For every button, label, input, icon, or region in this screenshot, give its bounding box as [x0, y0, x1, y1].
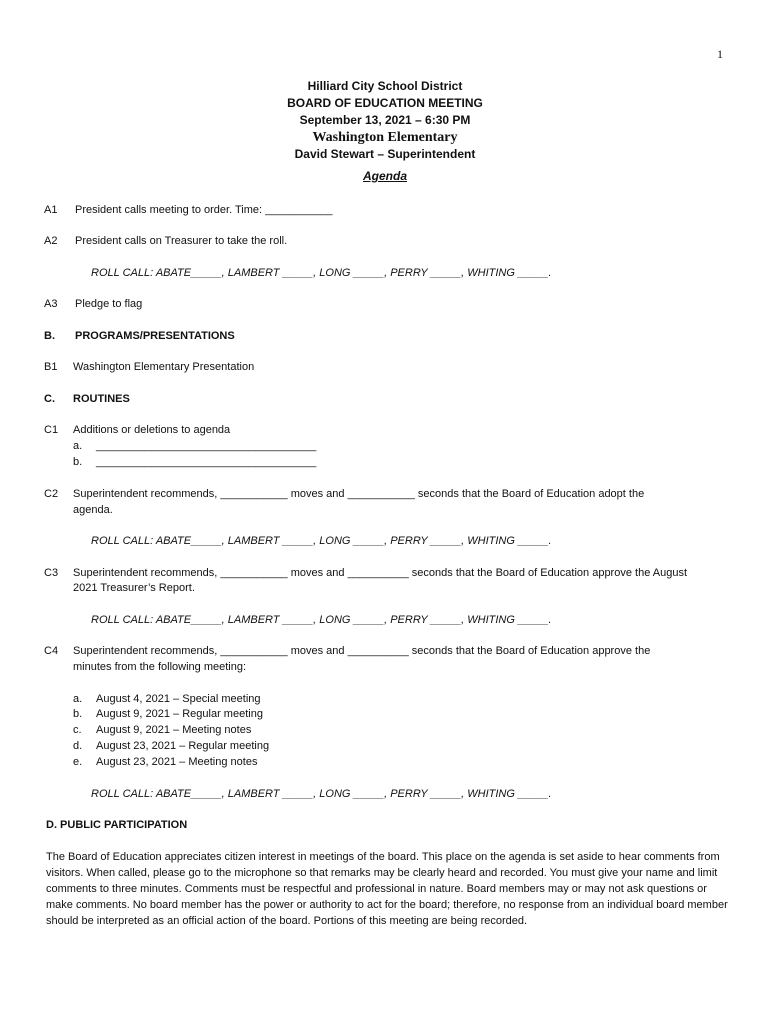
list-letter: d. [73, 740, 83, 752]
roll-call-c3: ROLL CALL: ABATE_____, LAMBERT _____, LONG _____, PERRY _____, WHITING _____. [91, 614, 552, 626]
blank-line: ____________________________________ [96, 456, 317, 468]
list-text: August 4, 2021 – Special meeting [96, 693, 261, 705]
item-number: C2 [44, 488, 59, 500]
list-letter: a. [73, 440, 83, 452]
item-text: 2021 Treasurer’s Report. [73, 582, 195, 594]
public-participation-paragraph: The Board of Education appreciates citizen interest in meetings of the board. This place on the agenda is set aside to hear comments from visitors. When called, please go to the microphone so that remarks may be clearly heard and recorded. You must give your name and limit comments to three minutes. Comments must be respectful and professional in nature. Board members may or may not ask questions or make comments. No board member has the power or authority to act for the board; therefore, no response from an individual board member should be interpreted as an official action of the board. Portions of this meeting are being recorded. [46, 851, 728, 927]
item-number: B1 [44, 361, 58, 373]
list-letter: a. [73, 693, 83, 705]
item-text: agenda. [73, 504, 113, 516]
item-number: A1 [44, 204, 58, 216]
meeting-title: BOARD OF EDUCATION MEETING [287, 96, 483, 110]
blank-line: ____________________________________ [96, 440, 317, 452]
page-number: 1 [717, 47, 723, 61]
list-text: August 9, 2021 – Meeting notes [96, 724, 252, 736]
section-number: C. [44, 393, 55, 405]
roll-call-c4: ROLL CALL: ABATE_____, LAMBERT _____, LONG _____, PERRY _____, WHITING _____. [91, 788, 552, 800]
item-number: A2 [44, 235, 58, 247]
section-title: ROUTINES [73, 393, 130, 405]
item-text: President calls on Treasurer to take the roll. [75, 235, 288, 247]
section-title: PROGRAMS/PRESENTATIONS [75, 330, 235, 342]
item-text: Superintendent recommends, ___________ moves and __________ seconds that the Board of Education approve the [73, 645, 651, 657]
meeting-date: September 13, 2021 – 6:30 PM [299, 113, 471, 127]
item-text: President calls meeting to order. Time: ___________ [75, 204, 333, 216]
meeting-location: Washington Elementary [312, 130, 458, 145]
item-text: Washington Elementary Presentation [73, 361, 255, 373]
section-number: B. [44, 330, 55, 342]
item-number: C1 [44, 424, 59, 436]
list-letter: c. [73, 724, 82, 736]
list-text: August 23, 2021 – Regular meeting [96, 740, 270, 752]
roll-call-c2: ROLL CALL: ABATE_____, LAMBERT _____, LONG _____, PERRY _____, WHITING _____. [91, 535, 552, 547]
item-number: C3 [44, 567, 59, 579]
item-text: Superintendent recommends, ___________ moves and __________ seconds that the Board of Education approve the August [73, 567, 688, 579]
item-text: Superintendent recommends, ___________ moves and ___________ seconds that the Board of Education adopt the [73, 488, 645, 500]
item-number: A3 [44, 298, 58, 310]
list-text: August 9, 2021 – Regular meeting [96, 708, 263, 720]
agenda-heading: Agenda [362, 169, 407, 183]
document-header [0, 78, 770, 185]
district-name: Hilliard City School District [307, 79, 463, 93]
item-text: minutes from the following meeting: [73, 661, 247, 673]
superintendent-line: David Stewart – Superintendent [294, 147, 476, 161]
list-text: August 23, 2021 – Meeting notes [96, 756, 258, 768]
item-number: C4 [44, 645, 59, 657]
item-text: Additions or deletions to agenda [73, 424, 231, 436]
item-text: Pledge to flag [75, 298, 143, 310]
list-letter: e. [73, 756, 83, 768]
section-d-title: D. PUBLIC PARTICIPATION [46, 819, 188, 831]
list-letter: b. [73, 708, 83, 720]
roll-call-a2: ROLL CALL: ABATE_____, LAMBERT _____, LONG _____, PERRY _____, WHITING _____. [91, 267, 552, 279]
list-letter: b. [73, 456, 83, 468]
